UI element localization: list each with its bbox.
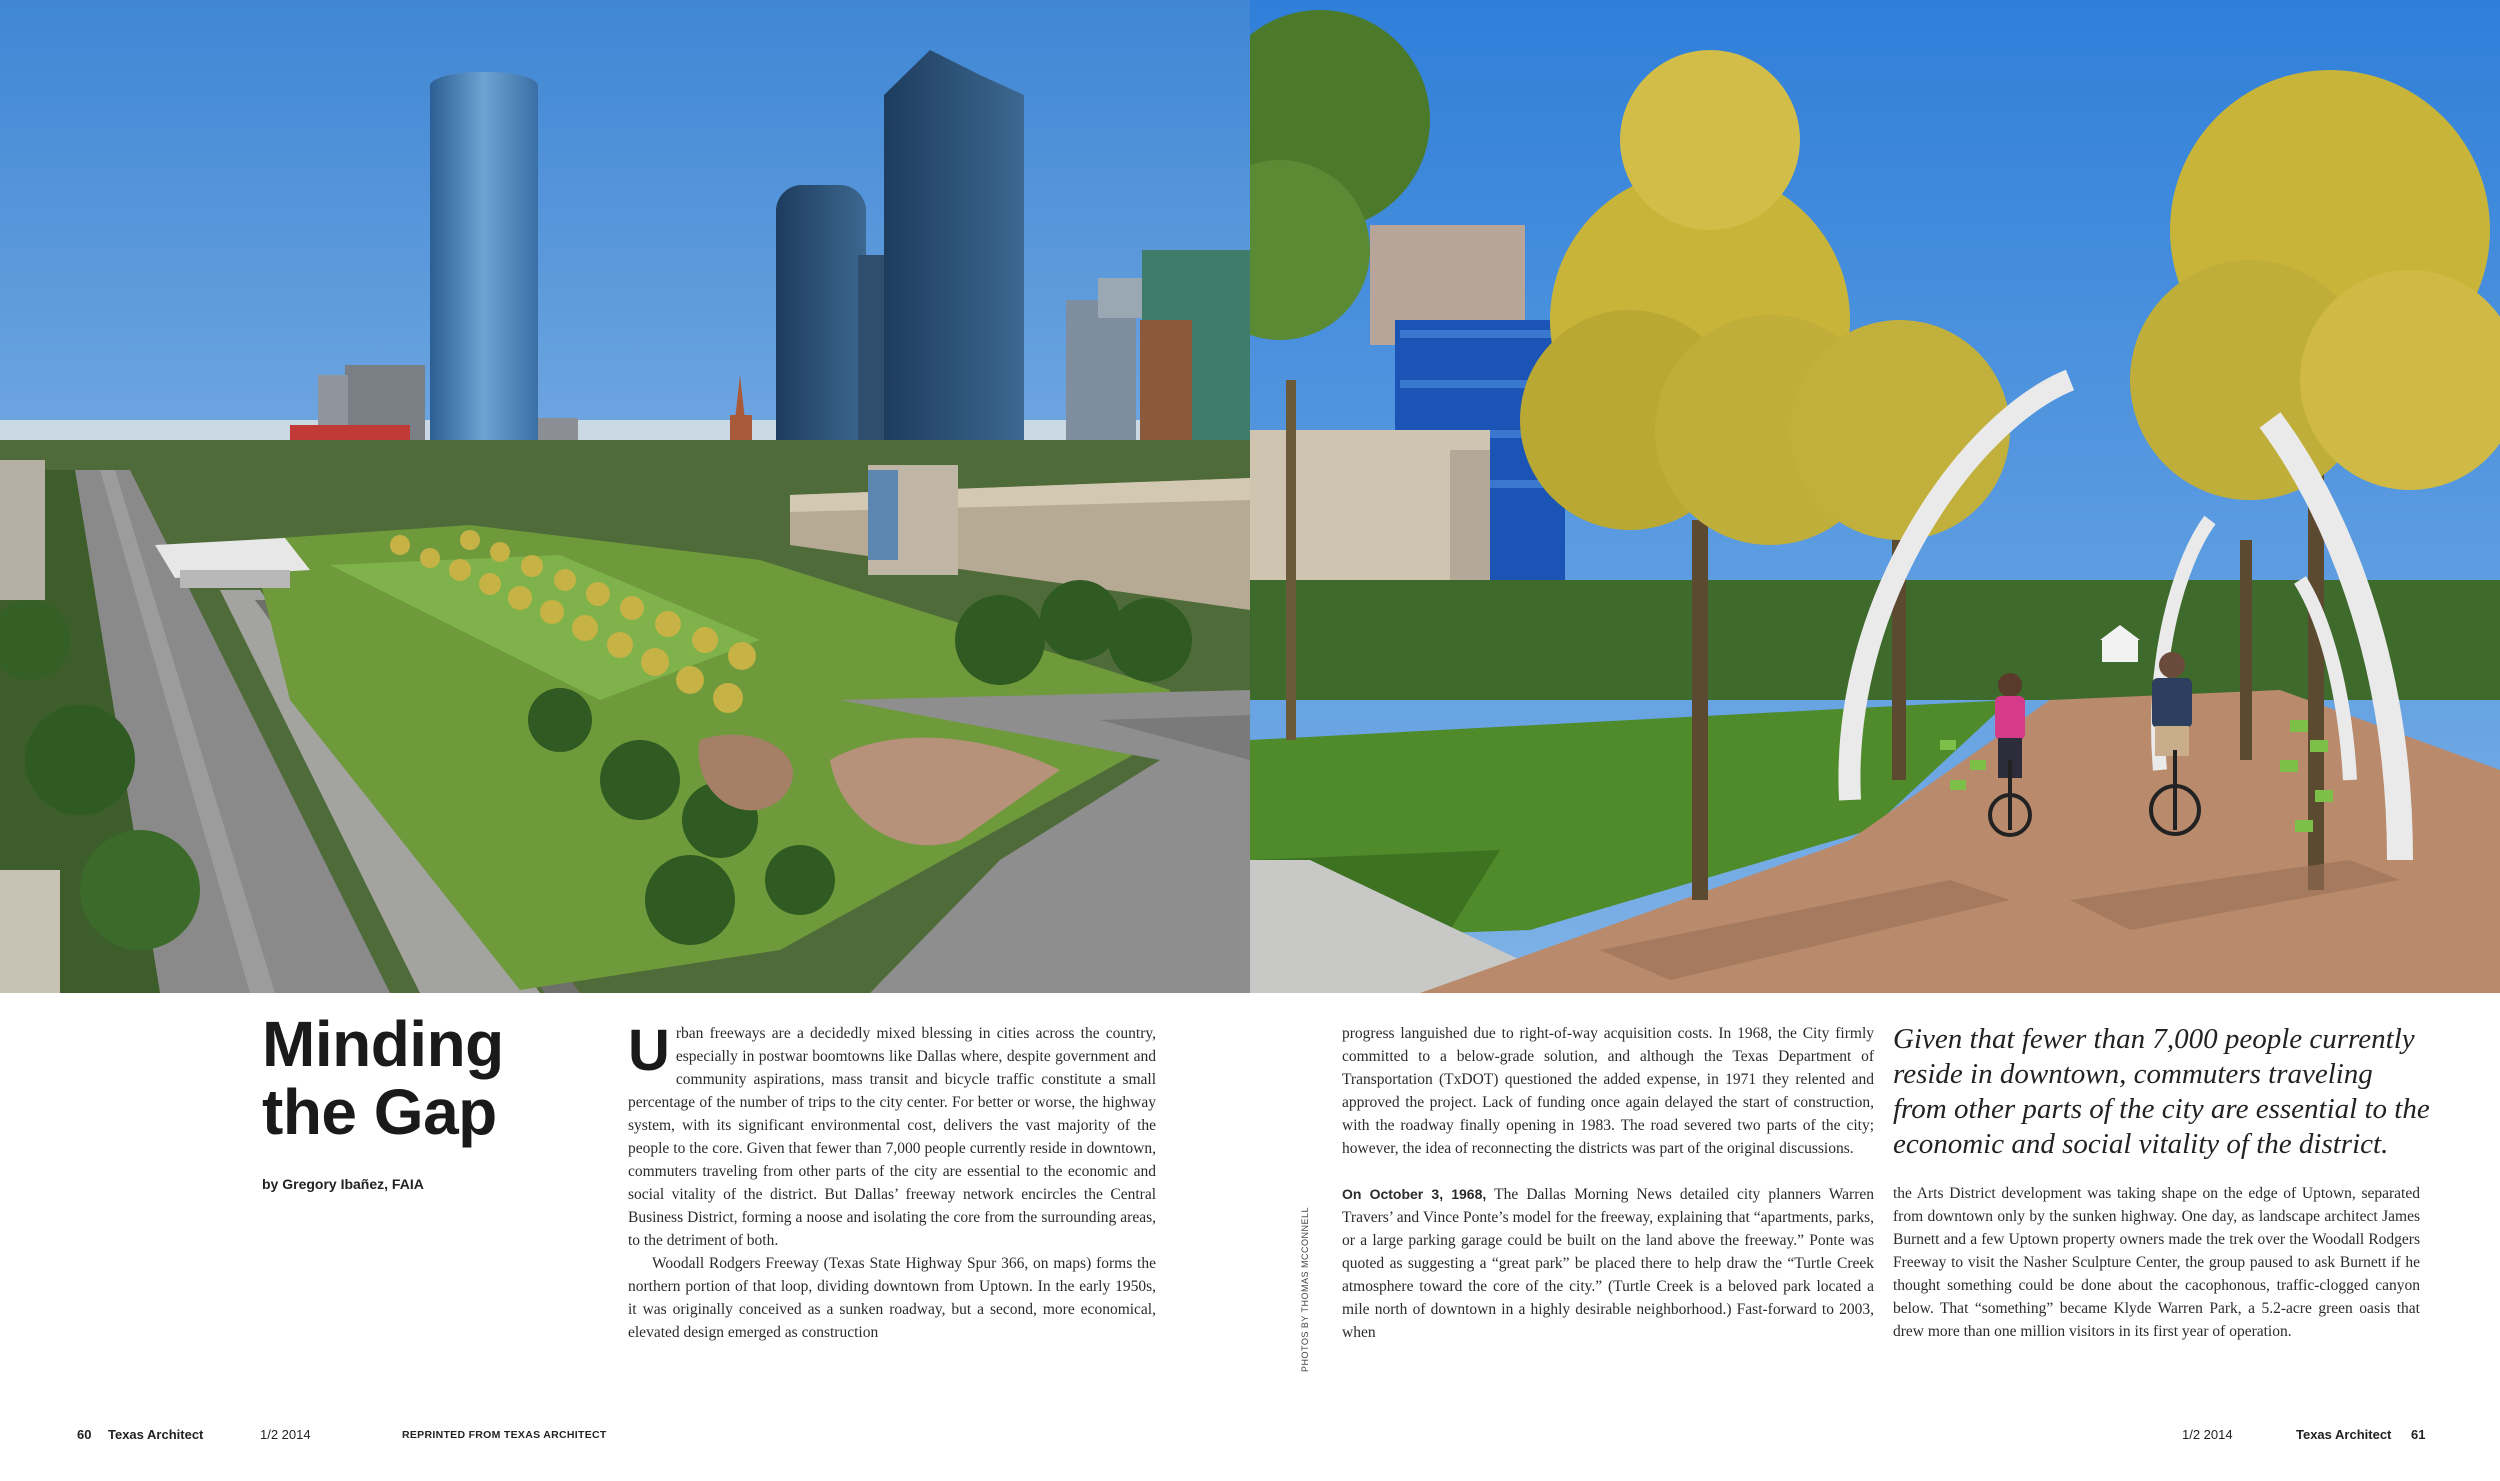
aerial-park-illustration [0, 0, 1250, 993]
title-line-2: the Gap [262, 1076, 497, 1148]
paragraph-progress: progress languished due to right-of-way acquisition costs. In 1968, the City firmly committed to a below-grade solution, and although the Texas Department of Transportation (TxDOT) questioned the added expense, in 1971 they relented and approved the project. Lack of funding once again delayed the start of construction, with the roadway finally opening in 1983. The road severed two parts of the city; however, the idea of reconnecting the districts was part of the original discussions. [1342, 1025, 1874, 1157]
title-line-1: Minding [262, 1008, 504, 1080]
page-number-left: 60 [77, 1427, 92, 1442]
photo-credit: PHOTOS BY THOMAS MCCONNELL [1300, 1206, 1310, 1372]
article-title [262, 1010, 504, 1146]
cyclists-park-photo [1250, 0, 2500, 993]
paragraph-intro [628, 1018, 1156, 1252]
paragraph-arts-district: the Arts District development was taking shape on the edge of Uptown, separated from downtown only by the sunken highway. One day, as landscape architect James Burnett and a few Uptown property owners made the trek over the Woodall Rodgers Freeway to visit the Nasher Sculpture Center, the group paused to ask Burnett if he thought something could be done about the cacophonous, traffic-clogged canyon below. That “something” became Klyde Warren Park, a 5.2-acre green oasis that drew more than one million visitors in its first year of operation. [1893, 1185, 2420, 1340]
body-column-1 [628, 1018, 1156, 1344]
reprint-notice: REPRINTED FROM TEXAS ARCHITECT [402, 1429, 607, 1441]
paragraph-intro-text: rban freeways are a decidedly mixed blessing in cities across the country, especially in postwar boomtowns like Dallas where, despite government and community aspirations, mass transit and bicycle traffic constitute a small percentage of the number of trips to the city center. For better or worse, the highway system, with its significant environmental cost, delivers the vast majority of the people to the core. Given that fewer than 7,000 people currently reside in downtown, commuters traveling from other parts of the city are essential to the economic and social vitality of the district. But Dallas’ freeway network encircles the Central Business District, forming a noose and isolating the core from the surrounding areas, to the detriment of both. [628, 1025, 1156, 1249]
drop-cap: U [628, 1018, 670, 1083]
issue-date-left: 1/2 2014 [260, 1427, 311, 1442]
byline: by Gregory Ibañez, FAIA [262, 1176, 424, 1192]
lead-in-date: On October 3, 1968, [1342, 1186, 1487, 1202]
magazine-name-right: Texas Architect [2296, 1427, 2392, 1442]
paragraph-woodall-rodgers: Woodall Rodgers Freeway (Texas State Highway Spur 366, on maps) forms the northern portion of that loop, dividing downtown from Uptown. In the early 1950s, it was originally conceived as a sunken roadway, but a second, more economical, elevated design emerged as construction [628, 1255, 1156, 1341]
paragraph-october-1968 [1342, 1183, 1874, 1344]
pull-quote: Given that fewer than 7,000 people currently reside in downtown, commuters traveling from other parts of the city are essential to the economic and social vitality of the district. [1893, 1023, 2430, 1160]
issue-date-right: 1/2 2014 [2182, 1427, 2233, 1442]
page-number-right: 61 [2411, 1427, 2426, 1442]
cyclists-park-illustration [1250, 0, 2500, 993]
paragraph-october-1968-text: The Dallas Morning News detailed city planners Warren Travers’ and Vince Ponte’s model for the freeway, explaining that “apartments, parks, or a large parking garage could be built on the land above the freeway.” Ponte was quoted as suggesting a “great park” be placed there to help draw the “Turtle Creek atmosphere toward the core of the city.” (Turtle Creek is a beloved park located a mile north of downtown in a highly desirable neighborhood.) Fast-forward to 2003, when [1342, 1186, 1875, 1341]
body-column-2 [1342, 1022, 1874, 1344]
aerial-park-photo [0, 0, 1250, 993]
magazine-name-left: Texas Architect [108, 1427, 204, 1442]
body-column-3 [1893, 1182, 2420, 1343]
